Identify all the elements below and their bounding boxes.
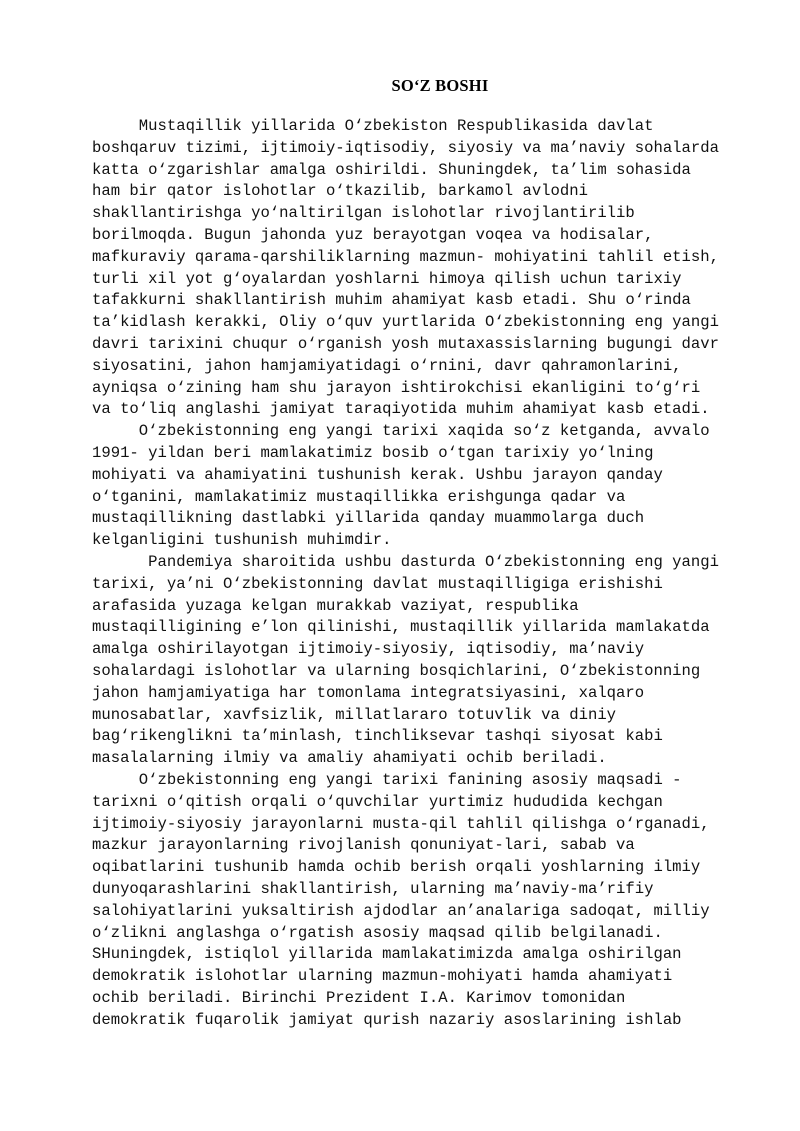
text-line: SHuningdek, istiqlol yillarida mamlakatimizda amalga oshirilgan <box>92 945 682 964</box>
text-line: munosabatlar, xavfsizlik, millatlararo totuvlik va diniy <box>92 705 617 724</box>
text-line: ochib beriladi. Birinchi Prezident I.A. Karimov tomonidan <box>92 989 626 1007</box>
text-line: o‘zlikni anglashga o‘rgatish asosiy maqsad qilib belgilanadi. <box>92 923 663 942</box>
text-line: ta’kidlash kerakki, Oliy o‘quv yurtlarida O‘zbekistonning eng yangi <box>92 313 719 332</box>
page-title: SO‘Z BOSHI <box>391 76 489 95</box>
text-line: boshqaruv tizimi, ijtimoiy-iqtisodiy, siyosiy va ma’naviy sohalarda <box>92 138 719 157</box>
text-line: amalga oshirilayotgan ijtimoiy-siyosiy, iqtisodiy, ma’naviy <box>92 640 645 659</box>
text-line: ham bir qator islohotlar o‘tkazilib, barkamol avlodni <box>92 182 588 201</box>
text-line: mustaqillikning dastlabki yillarida qanday muammolarga duch <box>92 509 645 528</box>
text-line: oqibatlarini tushunib hamda ochib berish orqali yoshlarning ilmiy <box>92 858 701 877</box>
text-line: dunyoqarashlarini shakllantirish, ularning ma’naviy-ma’rifiy <box>92 880 654 898</box>
text-line: tarixi, ya’ni O‘zbekistonning davlat mustaqilligiga erishishi <box>92 574 663 593</box>
text-line: turli xil yot g‘oyalardan yoshlarni himoya qilish uchun tarixiy <box>92 269 682 288</box>
text-line: mustaqilligining e’lon qilinishi, mustaqillik yillarida mamlakatda <box>92 618 710 637</box>
text-line: Mustaqillik yillarida O‘zbekiston Respublikasida davlat <box>92 117 654 135</box>
text-line: demokratik fuqarolik jamiyat qurish nazariy asoslarining ishlab <box>92 1010 682 1029</box>
text-line: kelganligini tushunish muhimdir. <box>92 531 392 550</box>
text-line: siyosatini, jahon hamjamiyatidagi o‘rnini, davr qahramonlarini, <box>92 356 682 375</box>
text-line: katta o‘zgarishlar amalga oshirildi. Shuningdek, ta’lim sohasida <box>92 160 691 179</box>
text-line: ijtimoiy-siyosiy jarayonlarni musta-qil tahlil qilishga o‘rganadi, <box>92 814 710 833</box>
text-line: O‘zbekistonning eng yangi tarixi xaqida so‘z ketganda, avvalo <box>92 422 710 441</box>
text-line: va to‘liq anglashi jamiyat taraqiyotida muhim ahamiyat kasb etadi. <box>92 400 710 419</box>
text-line: o‘tganini, mamlakatimiz mustaqillikka erishgunga qadar va <box>92 487 626 506</box>
text-line: tafakkurni shakllantirish muhim ahamiyat kasb etadi. Shu o‘rinda <box>92 291 691 310</box>
text-line: tarixni o‘qitish orqali o‘quvchilar yurtimiz hududida kechgan <box>92 792 663 811</box>
text-line: mohiyati va ahamiyatini tushunish kerak. Ushbu jarayon qanday <box>92 465 663 484</box>
text-line: masalalarning ilmiy va amaliy ahamiyati ochib beriladi. <box>92 749 607 768</box>
text-line: sohalardagi islohotlar va ularning bosqichlarini, O‘zbekistonning <box>92 662 701 680</box>
text-line: bag‘rikenglikni ta’minlash, tinchliksevar tashqi siyosat kabi <box>92 727 663 746</box>
text-line: borilmoqda. Bugun jahonda yuz berayotgan voqea va hodisalar, <box>92 226 654 244</box>
text-line: 1991- yildan beri mamlakatimiz bosib o‘tgan tarixiy yo‘lning <box>92 444 654 462</box>
text-line: ayniqsa o‘zining ham shu jarayon ishtirokchisi ekanligini to‘g‘ri <box>92 378 701 397</box>
text-line: Pandemiya sharoitida ushbu dasturda O‘zbekistonning eng yangi <box>92 553 719 571</box>
text-line: O‘zbekistonning eng yangi tarixi fanining asosiy maqsadi - <box>92 771 682 789</box>
text-line: arafasida yuzaga kelgan murakkab vaziyat, respublika <box>92 596 579 615</box>
text-line: jahon hamjamiyatiga har tomonlama integratsiyasini, xalqaro <box>92 683 645 702</box>
text-line: salohiyatlarini yuksaltirish ajdodlar an’analariga sadoqat, milliy <box>92 901 710 920</box>
text-line: demokratik islohotlar ularning mazmun-mohiyati hamda ahamiyati <box>92 967 673 986</box>
text-line: shakllantirishga yo‘naltirilgan islohotlar rivojlantirilib <box>92 204 635 223</box>
text-line: davri tarixini chuqur o‘rganish yosh mutaxassislarning bugungi davr <box>92 335 719 353</box>
text-line: mafkuraviy qarama-qarshiliklarning mazmun- mohiyatini tahlil etish, <box>92 247 719 266</box>
text-line: mazkur jarayonlarning rivojlanish qonuniyat-lari, sabab va <box>92 836 635 855</box>
